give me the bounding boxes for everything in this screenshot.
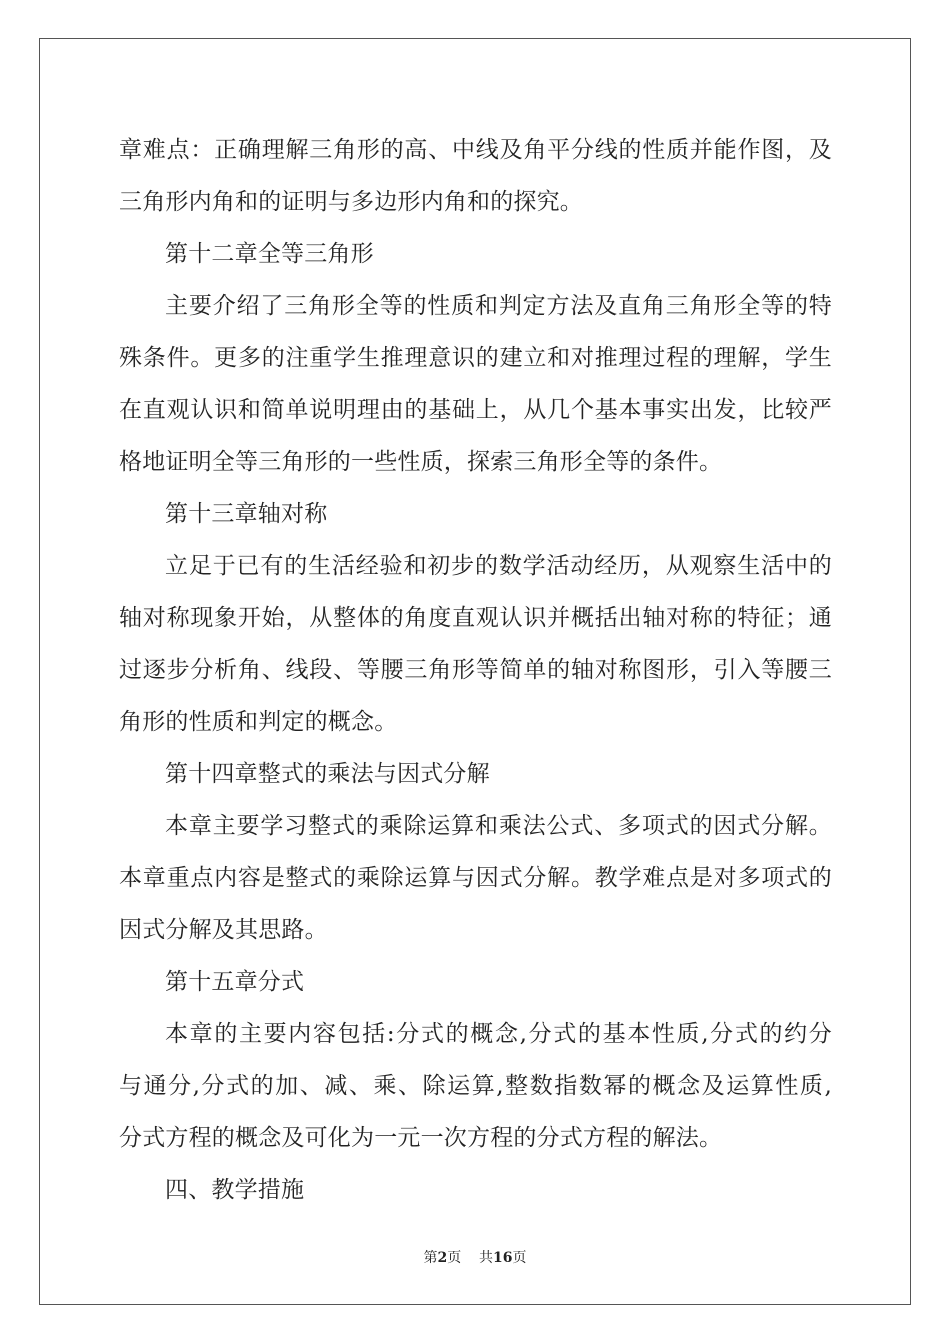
text-line: 分式方程的概念及可化为一元一次方程的分式方程的解法。: [119, 1125, 723, 1151]
text-line: 立足于已有的生活经验和初步的数学活动经历，从观察生活中的: [165, 553, 832, 579]
text-line: 本章重点内容是整式的乘除运算与因式分解。教学难点是对多项式的: [119, 865, 832, 891]
page-footer: [0, 1247, 950, 1267]
total-prefix: 共: [479, 1250, 494, 1266]
text-line: 过逐步分析角、线段、等腰三角形等简单的轴对称图形，引入等腰三: [119, 657, 832, 683]
chapter-heading: 第十二章全等三角形: [165, 241, 374, 267]
text-line: 因式分解及其思路。: [119, 917, 328, 943]
text-line: 在直观认识和简单说明理由的基础上，从几个基本事实出发，比较严: [119, 397, 832, 423]
document-body: [119, 124, 832, 1216]
text-line: 殊条件。更多的注重学生推理意识的建立和对推理过程的理解，学生: [119, 345, 832, 371]
page-number: 2: [437, 1250, 448, 1266]
section-heading: 四、教学措施: [165, 1177, 305, 1203]
text-line: 三角形内角和的证明与多边形内角和的探究。: [119, 189, 583, 215]
text-line: 本章主要学习整式的乘除运算和乘法公式、多项式的因式分解。: [165, 813, 832, 839]
chapter-heading: 第十三章轴对称: [165, 501, 328, 527]
chapter-heading: 第十五章分式: [165, 969, 305, 995]
text-line: 本章的主要内容包括:分式的概念,分式的基本性质,分式的约分: [165, 1021, 832, 1047]
chapter-heading: 第十四章整式的乘法与因式分解: [165, 761, 490, 787]
text-line: 与通分,分式的加、减、乘、除运算,整数指数幂的概念及运算性质,: [119, 1073, 832, 1099]
page-suffix: 页: [447, 1250, 462, 1266]
text-line: 章难点：正确理解三角形的高、中线及角平分线的性质并能作图，及: [119, 137, 832, 163]
total-pages: 16: [493, 1250, 513, 1266]
text-line: 轴对称现象开始，从整体的角度直观认识并概括出轴对称的特征；通: [119, 605, 832, 631]
total-suffix: 页: [512, 1250, 527, 1266]
text-line: 角形的性质和判定的概念。: [119, 709, 398, 735]
text-line: 主要介绍了三角形全等的性质和判定方法及直角三角形全等的特: [165, 293, 832, 319]
text-line: 格地证明全等三角形的一些性质，探索三角形全等的条件。: [119, 449, 723, 475]
page-prefix: 第: [423, 1250, 438, 1266]
